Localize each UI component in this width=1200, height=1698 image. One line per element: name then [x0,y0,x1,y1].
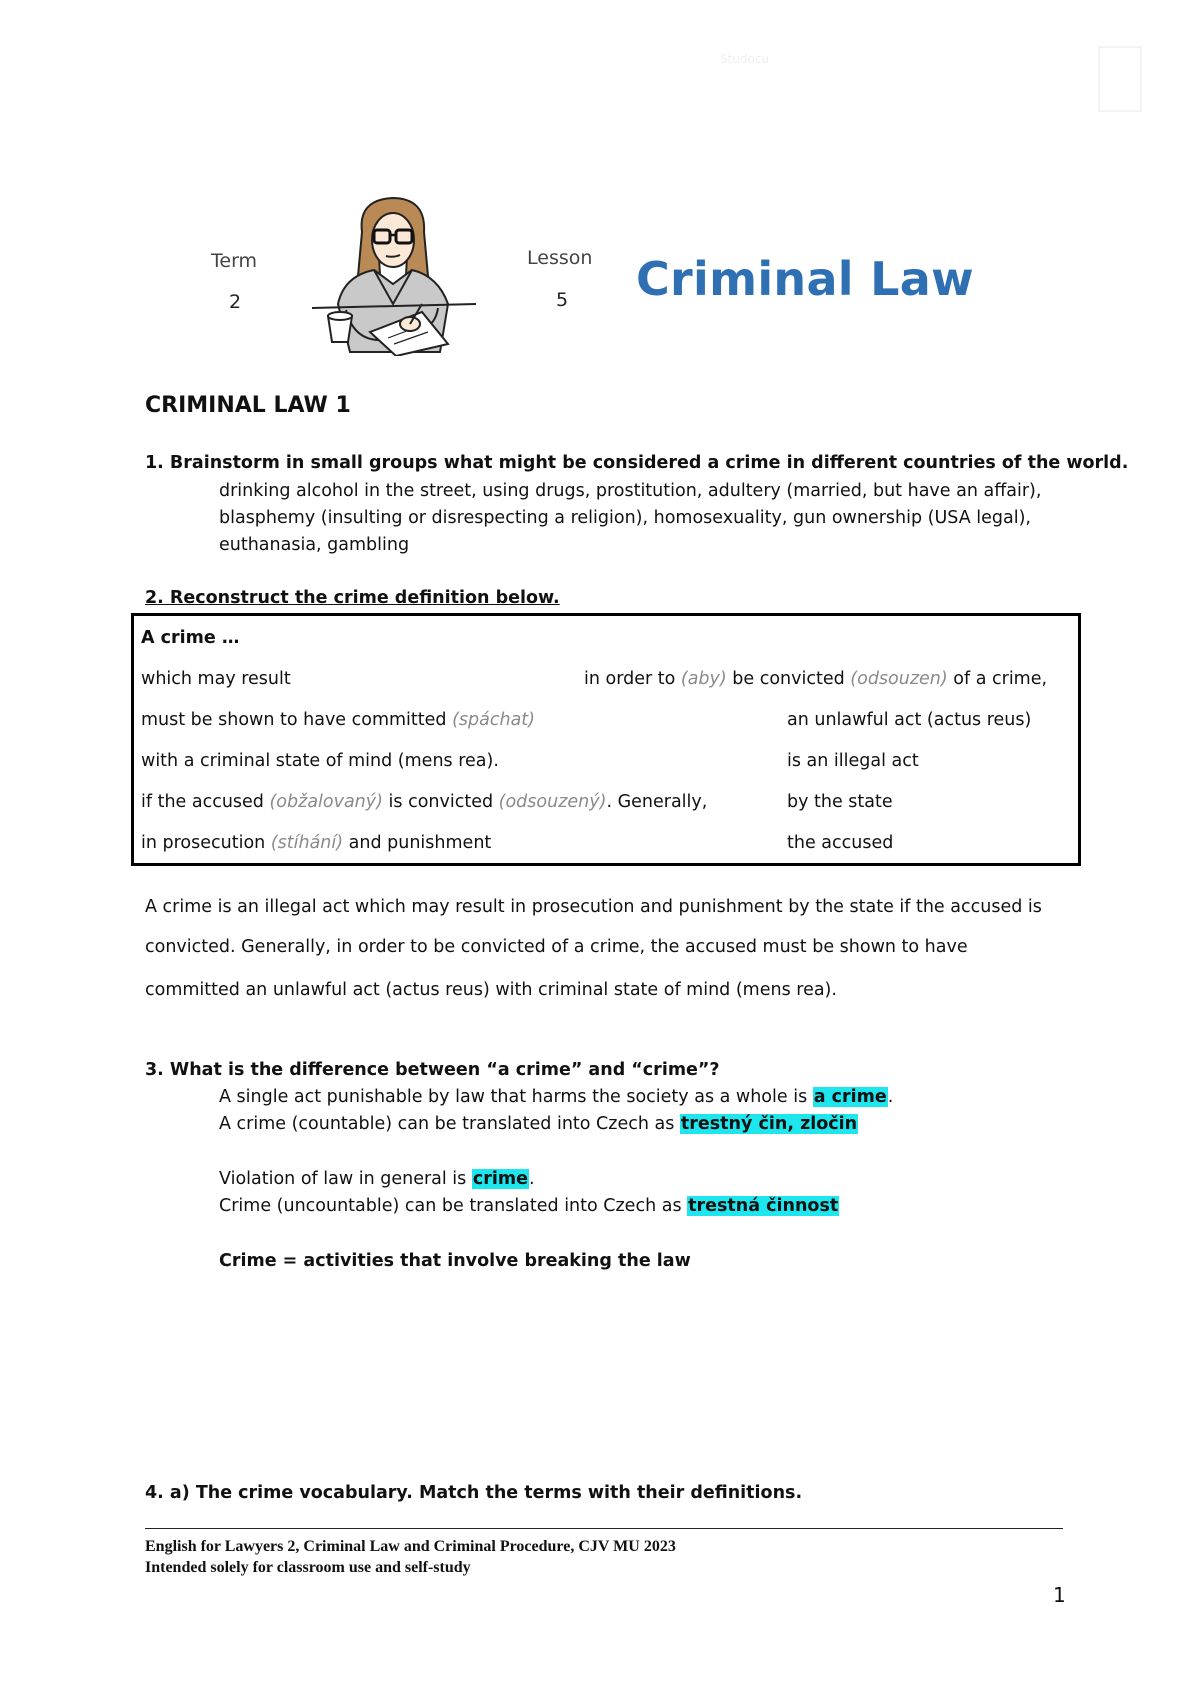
question-2: 2. Reconstruct the crime definition below. [145,588,560,608]
watermark-logo-icon [1098,46,1142,112]
term-label: Term [211,250,258,272]
answer-line: A crime is an illegal act which may result in prosecution and punishment by the state if the accused is [145,897,1042,917]
definition-box [131,613,1081,866]
fragment-right-5: the accused [787,833,894,853]
answer-line: drinking alcohol in the street, using drugs, prostitution, adultery (married, but have an affair), [219,481,1042,501]
fragment-right-2: an unlawful act (actus reus) [787,710,1032,730]
footer-line-1: English for Lawyers 2, Criminal Law and Criminal Procedure, CJV MU 2023 [145,1538,676,1555]
crime-definition: Crime = activities that involve breaking the law [219,1251,691,1271]
fragment-right-4: by the state [787,792,893,812]
highlight-a-crime: a crime [813,1087,887,1107]
answer-line: Violation of law in general is crime. [219,1169,535,1189]
answer-line: convicted. Generally, in order to be convicted of a crime, the accused must be shown to have [145,937,968,957]
question-1: 1. Brainstorm in small groups what might be considered a crime in different countries of the world. [145,453,1129,473]
answer-line: A crime (countable) can be translated into Czech as trestný čin, zločin [219,1114,858,1134]
fragment-left-1: which may result [141,669,291,689]
question-4: 4. a) The crime vocabulary. Match the terms with their definitions. [145,1483,803,1503]
footer-line-2: Intended solely for classroom use and self-study [145,1559,471,1576]
page-number: 1 [1053,1583,1066,1607]
fragment-left-4: if the accused (obžalovaný) is convicted (odsouzený). Generally, [141,792,708,812]
fragment-left-3: with a criminal state of mind (mens rea). [141,751,499,771]
box-header: A crime … [141,628,240,648]
term-value: 2 [229,291,242,313]
fragment-right-3: is an illegal act [787,751,919,771]
page-title: Criminal Law [636,252,974,306]
fragment-left-5: in prosecution (stíhání) and punishment [141,833,492,853]
lesson-label: Lesson [527,247,593,269]
highlight-crime: crime [472,1169,528,1189]
answer-line: Crime (uncountable) can be translated into Czech as trestná činnost [219,1196,839,1216]
answer-line: A single act punishable by law that harms the society as a whole is a crime. [219,1087,894,1107]
lesson-value: 5 [556,289,569,311]
highlight-trestna-cinnost: trestná činnost [688,1196,839,1216]
answer-line: blasphemy (insulting or disrespecting a religion), homosexuality, gun ownership (USA legal), [219,508,1031,528]
answer-line: committed an unlawful act (actus reus) with criminal state of mind (mens rea). [145,980,837,1000]
fragment-left-2: must be shown to have committed (spáchat) [141,710,535,730]
answer-line: euthanasia, gambling [219,535,410,555]
teacher-illustration [310,192,480,356]
highlight-trestny-cin: trestný čin, zločin [680,1114,858,1134]
section-title: CRIMINAL LAW 1 [145,393,351,418]
studocu-watermark: Studocu [720,52,770,66]
footer-divider [145,1528,1063,1529]
question-3: 3. What is the difference between “a crime” and “crime”? [145,1060,720,1080]
fragment-right-1: in order to (aby) be convicted (odsouzen) of a crime, [584,669,1048,689]
